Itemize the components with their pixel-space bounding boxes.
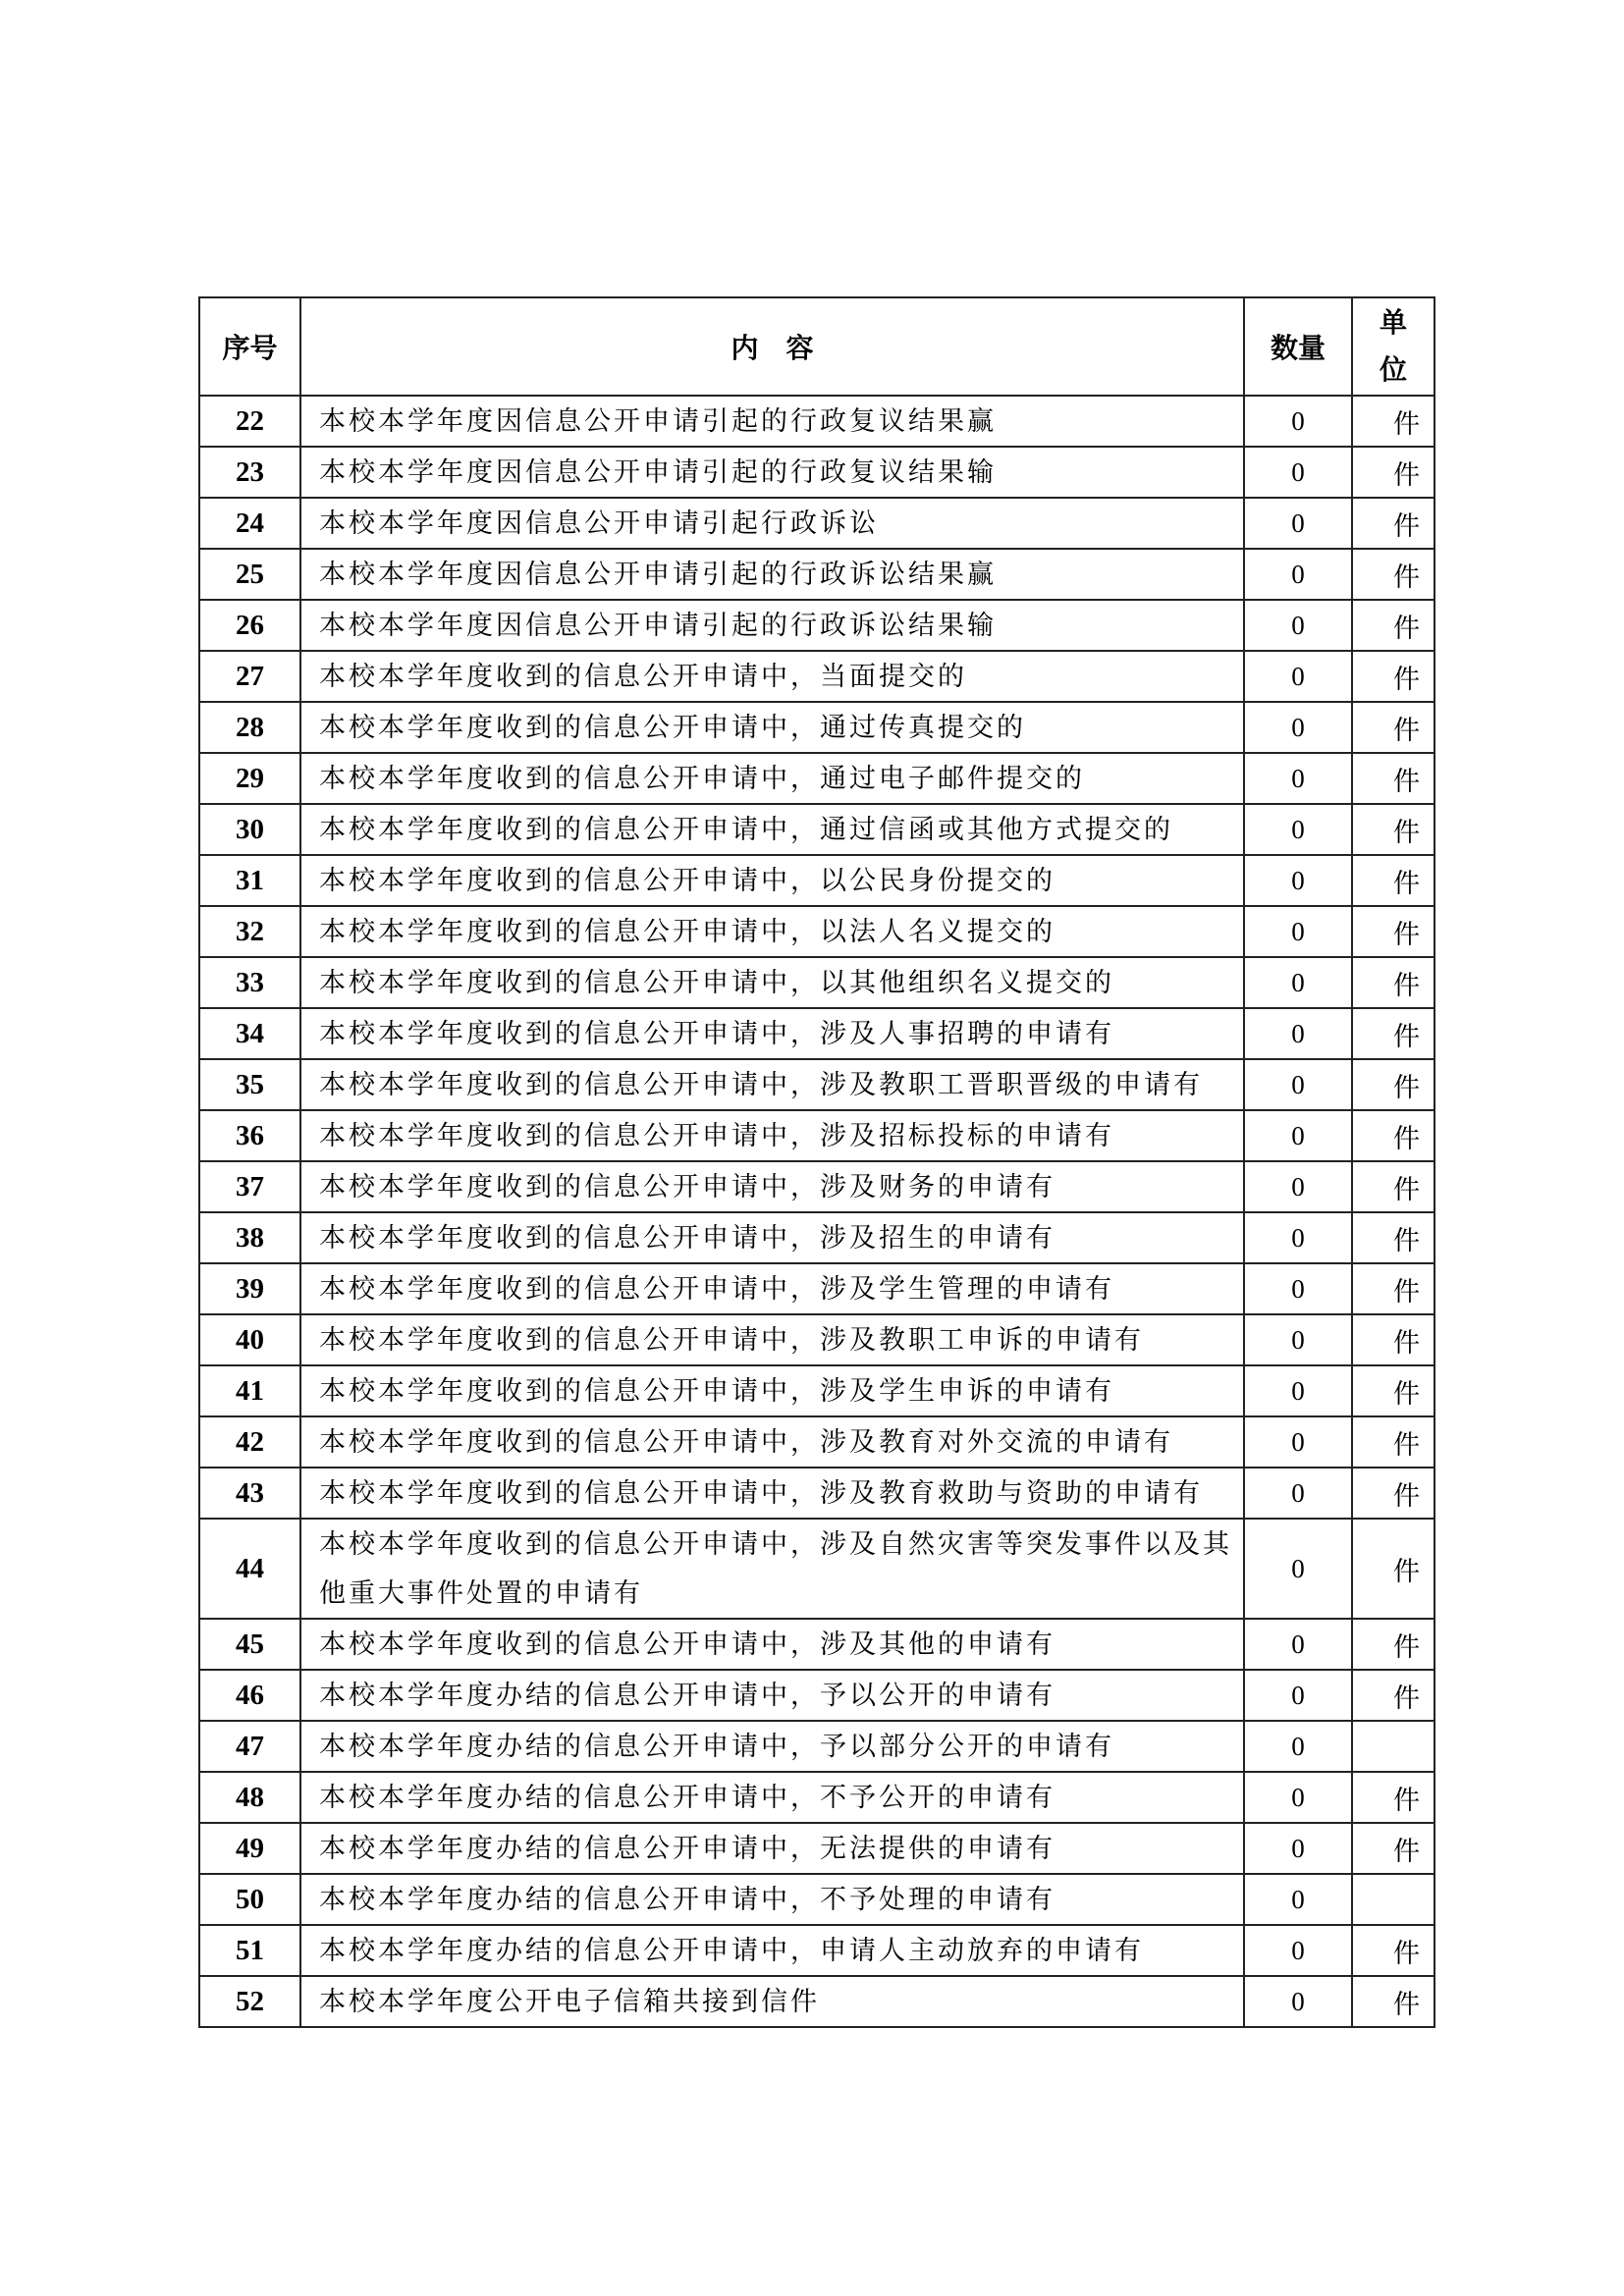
row-unit: 件: [1352, 1110, 1435, 1161]
row-number: 44: [199, 1519, 300, 1619]
row-number: 23: [199, 447, 300, 498]
row-unit: 件: [1352, 1619, 1435, 1670]
row-number: 33: [199, 957, 300, 1008]
row-content: 本校本学年度收到的信息公开申请中，通过传真提交的: [300, 702, 1244, 753]
row-unit: 件: [1352, 498, 1435, 549]
table-row: [199, 1059, 1435, 1110]
table-row: [199, 855, 1435, 906]
row-number: 46: [199, 1670, 300, 1721]
row-content: 本校本学年度办结的信息公开申请中，无法提供的申请有: [300, 1823, 1244, 1874]
row-content: 本校本学年度收到的信息公开申请中，涉及招生的申请有: [300, 1212, 1244, 1263]
row-content: 本校本学年度收到的信息公开申请中，涉及其他的申请有: [300, 1619, 1244, 1670]
row-unit: 件: [1352, 804, 1435, 855]
row-number: 50: [199, 1874, 300, 1925]
table-row: [199, 1008, 1435, 1059]
row-quantity: 0: [1244, 1721, 1352, 1772]
row-unit: 件: [1352, 1670, 1435, 1721]
row-unit: 件: [1352, 1772, 1435, 1823]
row-quantity: 0: [1244, 957, 1352, 1008]
row-number: 28: [199, 702, 300, 753]
row-number: 34: [199, 1008, 300, 1059]
row-content: 本校本学年度收到的信息公开申请中，涉及学生管理的申请有: [300, 1263, 1244, 1314]
table-row: [199, 1416, 1435, 1468]
table-row: [199, 1823, 1435, 1874]
table-row: [199, 906, 1435, 957]
table-row: [199, 957, 1435, 1008]
row-unit: 件: [1352, 1212, 1435, 1263]
row-content: 本校本学年度因信息公开申请引起的行政复议结果赢: [300, 396, 1244, 447]
row-content: 本校本学年度收到的信息公开申请中，以公民身份提交的: [300, 855, 1244, 906]
table-row: [199, 651, 1435, 702]
row-content: 本校本学年度收到的信息公开申请中，涉及学生申诉的申请有: [300, 1365, 1244, 1416]
row-quantity: 0: [1244, 702, 1352, 753]
row-content: 本校本学年度公开电子信箱共接到信件: [300, 1976, 1244, 2027]
table-body: [199, 396, 1435, 2027]
row-quantity: 0: [1244, 1008, 1352, 1059]
row-unit: 件: [1352, 855, 1435, 906]
row-unit: 件: [1352, 1416, 1435, 1468]
row-number: 24: [199, 498, 300, 549]
row-quantity: 0: [1244, 1416, 1352, 1468]
row-number: 42: [199, 1416, 300, 1468]
row-content: 本校本学年度收到的信息公开申请中，涉及人事招聘的申请有: [300, 1008, 1244, 1059]
table-row: [199, 1619, 1435, 1670]
row-content: 本校本学年度办结的信息公开申请中，不予公开的申请有: [300, 1772, 1244, 1823]
row-quantity: 0: [1244, 1772, 1352, 1823]
row-number: 37: [199, 1161, 300, 1212]
table-row: [199, 600, 1435, 651]
table-row: [199, 804, 1435, 855]
table-row: [199, 1874, 1435, 1925]
table-row: [199, 1212, 1435, 1263]
row-number: 35: [199, 1059, 300, 1110]
row-number: 41: [199, 1365, 300, 1416]
row-unit: 件: [1352, 1314, 1435, 1365]
header-unit-line1: 单: [1379, 306, 1407, 339]
table-row: [199, 1263, 1435, 1314]
table-row: [199, 1519, 1435, 1619]
row-number: 25: [199, 549, 300, 600]
row-content: 本校本学年度收到的信息公开申请中，涉及教育救助与资助的申请有: [300, 1468, 1244, 1519]
row-unit: 件: [1352, 1925, 1435, 1976]
row-quantity: 0: [1244, 855, 1352, 906]
row-number: 52: [199, 1976, 300, 2027]
row-quantity: 0: [1244, 804, 1352, 855]
table-row: [199, 396, 1435, 447]
row-quantity: 0: [1244, 1976, 1352, 2027]
row-number: 49: [199, 1823, 300, 1874]
row-quantity: 0: [1244, 498, 1352, 549]
row-content: 本校本学年度收到的信息公开申请中，通过电子邮件提交的: [300, 753, 1244, 804]
row-unit: 件: [1352, 1468, 1435, 1519]
table-row: [199, 1110, 1435, 1161]
row-quantity: 0: [1244, 1619, 1352, 1670]
table-row: [199, 1721, 1435, 1772]
row-quantity: 0: [1244, 753, 1352, 804]
row-unit: 件: [1352, 1263, 1435, 1314]
row-unit: 件: [1352, 1823, 1435, 1874]
table-row: [199, 549, 1435, 600]
header-unit-line2: 位: [1379, 353, 1407, 386]
statistics-table: [198, 296, 1435, 2028]
row-number: 31: [199, 855, 300, 906]
table-row: [199, 702, 1435, 753]
row-content: 本校本学年度收到的信息公开申请中，涉及自然灾害等突发事件以及其他重大事件处置的申请有: [300, 1519, 1244, 1619]
row-content: 本校本学年度办结的信息公开申请中，申请人主动放弃的申请有: [300, 1925, 1244, 1976]
row-content: 本校本学年度收到的信息公开申请中，涉及教育对外交流的申请有: [300, 1416, 1244, 1468]
row-quantity: 0: [1244, 447, 1352, 498]
row-quantity: 0: [1244, 1161, 1352, 1212]
row-number: 51: [199, 1925, 300, 1976]
table-row: [199, 753, 1435, 804]
row-unit: 件: [1352, 1976, 1435, 2027]
row-content: 本校本学年度收到的信息公开申请中，涉及教职工晋职晋级的申请有: [300, 1059, 1244, 1110]
row-unit: 件: [1352, 1519, 1435, 1619]
row-number: 27: [199, 651, 300, 702]
row-unit: 件: [1352, 600, 1435, 651]
row-content: 本校本学年度收到的信息公开申请中，以其他组织名义提交的: [300, 957, 1244, 1008]
row-number: 32: [199, 906, 300, 957]
row-quantity: 0: [1244, 906, 1352, 957]
row-quantity: 0: [1244, 1468, 1352, 1519]
row-quantity: 0: [1244, 651, 1352, 702]
row-number: 36: [199, 1110, 300, 1161]
row-quantity: 0: [1244, 1110, 1352, 1161]
table-row: [199, 1314, 1435, 1365]
row-unit: [1352, 1721, 1435, 1772]
row-number: 47: [199, 1721, 300, 1772]
table-row: [199, 447, 1435, 498]
row-content: 本校本学年度因信息公开申请引起的行政诉讼结果输: [300, 600, 1244, 651]
header-unit: [1352, 297, 1435, 396]
row-unit: 件: [1352, 549, 1435, 600]
row-unit: [1352, 1874, 1435, 1925]
row-content: 本校本学年度收到的信息公开申请中，以法人名义提交的: [300, 906, 1244, 957]
row-quantity: 0: [1244, 549, 1352, 600]
row-quantity: 0: [1244, 1059, 1352, 1110]
row-unit: 件: [1352, 753, 1435, 804]
table-row: [199, 1976, 1435, 2027]
row-content: 本校本学年度收到的信息公开申请中，通过信函或其他方式提交的: [300, 804, 1244, 855]
header-qty: 数量: [1244, 297, 1352, 396]
row-number: 43: [199, 1468, 300, 1519]
header-no: 序号: [199, 297, 300, 396]
row-quantity: 0: [1244, 1670, 1352, 1721]
row-number: 48: [199, 1772, 300, 1823]
row-unit: 件: [1352, 702, 1435, 753]
row-number: 30: [199, 804, 300, 855]
table-row: [199, 1468, 1435, 1519]
row-unit: 件: [1352, 957, 1435, 1008]
row-content: 本校本学年度办结的信息公开申请中，予以部分公开的申请有: [300, 1721, 1244, 1772]
row-number: 45: [199, 1619, 300, 1670]
row-content: 本校本学年度因信息公开申请引起的行政诉讼结果赢: [300, 549, 1244, 600]
row-content: 本校本学年度收到的信息公开申请中，涉及财务的申请有: [300, 1161, 1244, 1212]
row-unit: 件: [1352, 396, 1435, 447]
table-row: [199, 1925, 1435, 1976]
row-unit: 件: [1352, 651, 1435, 702]
row-quantity: 0: [1244, 1263, 1352, 1314]
row-number: 38: [199, 1212, 300, 1263]
row-number: 29: [199, 753, 300, 804]
table-row: [199, 1161, 1435, 1212]
row-quantity: 0: [1244, 1365, 1352, 1416]
row-quantity: 0: [1244, 396, 1352, 447]
row-unit: 件: [1352, 1059, 1435, 1110]
row-content: 本校本学年度收到的信息公开申请中，涉及招标投标的申请有: [300, 1110, 1244, 1161]
table-row: [199, 1670, 1435, 1721]
row-quantity: 0: [1244, 1925, 1352, 1976]
row-number: 39: [199, 1263, 300, 1314]
row-content: 本校本学年度办结的信息公开申请中，予以公开的申请有: [300, 1670, 1244, 1721]
row-unit: 件: [1352, 906, 1435, 957]
table-row: [199, 1772, 1435, 1823]
row-content: 本校本学年度办结的信息公开申请中，不予处理的申请有: [300, 1874, 1244, 1925]
row-quantity: 0: [1244, 1314, 1352, 1365]
row-content: 本校本学年度收到的信息公开申请中，当面提交的: [300, 651, 1244, 702]
row-quantity: 0: [1244, 1874, 1352, 1925]
row-quantity: 0: [1244, 1823, 1352, 1874]
row-unit: 件: [1352, 1008, 1435, 1059]
row-content: 本校本学年度因信息公开申请引起行政诉讼: [300, 498, 1244, 549]
row-number: 26: [199, 600, 300, 651]
row-unit: 件: [1352, 1365, 1435, 1416]
row-content: 本校本学年度收到的信息公开申请中，涉及教职工申诉的申请有: [300, 1314, 1244, 1365]
table-row: [199, 498, 1435, 549]
row-quantity: 0: [1244, 1519, 1352, 1619]
row-content: 本校本学年度因信息公开申请引起的行政复议结果输: [300, 447, 1244, 498]
row-number: 22: [199, 396, 300, 447]
row-number: 40: [199, 1314, 300, 1365]
row-quantity: 0: [1244, 1212, 1352, 1263]
row-unit: 件: [1352, 447, 1435, 498]
header-row: [199, 297, 1435, 396]
header-content: 内 容: [300, 297, 1244, 396]
row-quantity: 0: [1244, 600, 1352, 651]
row-unit: 件: [1352, 1161, 1435, 1212]
table-row: [199, 1365, 1435, 1416]
